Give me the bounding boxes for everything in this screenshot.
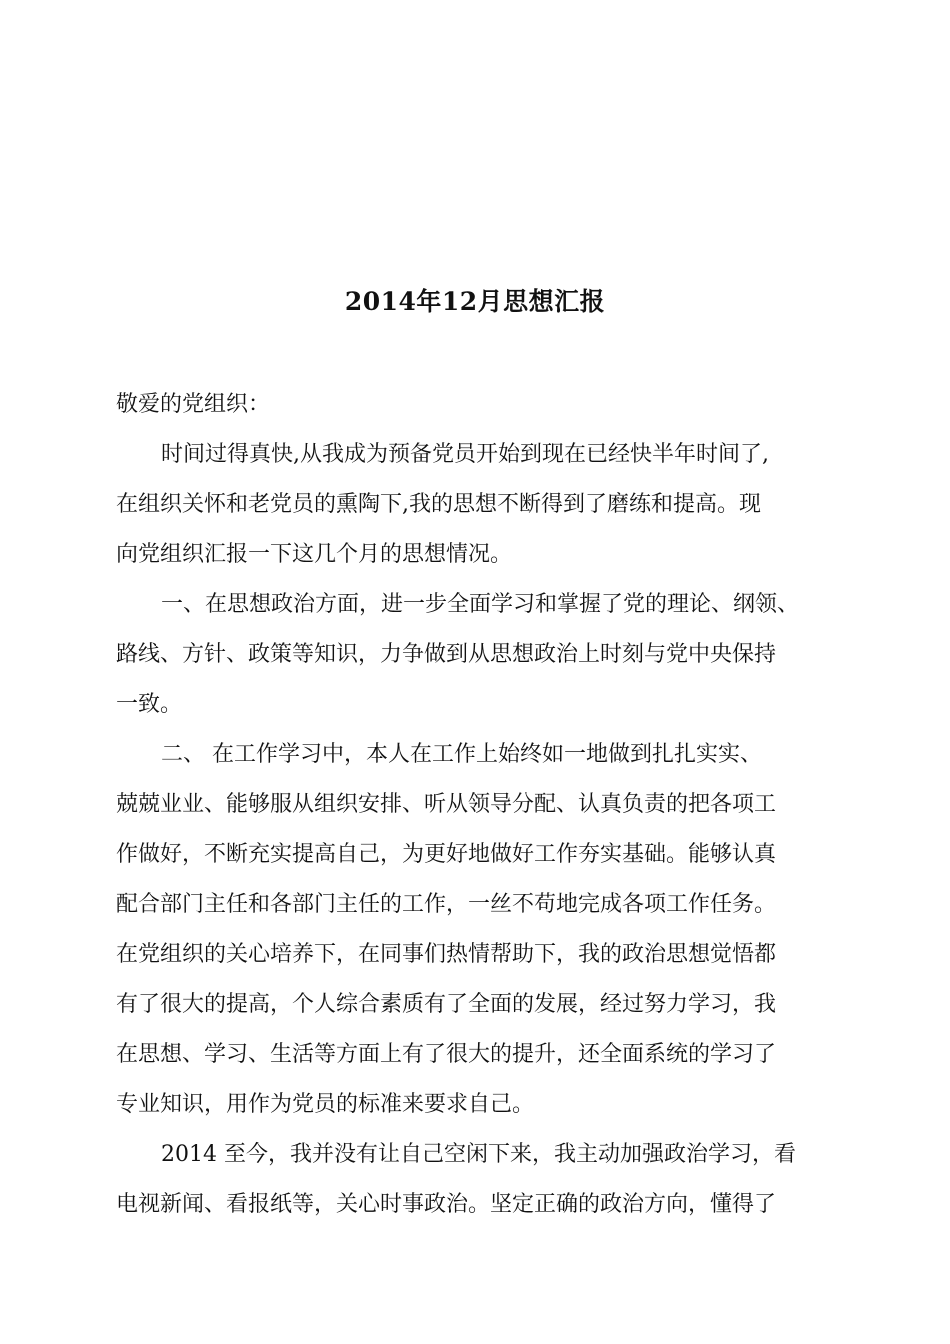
body-line: 在组织关怀和老党员的熏陶下,我的思想不断得到了磨练和提高。现: [116, 492, 761, 517]
body-line: 二、 在工作学习中，本人在工作上始终如一地做到扎扎实实、: [161, 742, 762, 767]
body-line: 路线、方针、政策等知识，力争做到从思想政治上时刻与党中央保持: [116, 642, 777, 667]
body-line: 一、在思想政治方面，进一步全面学习和掌握了党的理论、纲领、: [161, 592, 800, 617]
body-line: 作做好，不断充实提高自己，为更好地做好工作夯实基础。能够认真: [116, 842, 777, 867]
body-line: 向党组织汇报一下这几个月的思想情况。: [116, 542, 513, 567]
body-line: 一致。: [116, 692, 183, 717]
body-line: 在党组织的关心培养下，在同事们热情帮助下，我的政治思想觉悟都: [116, 942, 777, 967]
body-line: 专业知识，用作为党员的标准来要求自己。: [116, 1092, 535, 1117]
body-line: 电视新闻、看报纸等，关心时事政治。坚定正确的政治方向，懂得了: [116, 1192, 777, 1217]
body-line: 有了很大的提高，个人综合素质有了全面的发展，经过努力学习，我: [116, 992, 777, 1017]
salutation: 敬爱的党组织：: [116, 392, 271, 417]
body-lines: [116, 430, 840, 1230]
body-line: 配合部门主任和各部门主任的工作，一丝不苟地完成各项工作任务。: [116, 892, 777, 917]
document-title: 2014年12月思想汇报: [344, 287, 606, 316]
body-line: 兢兢业业、能够服从组织安排、听从领导分配、认真负责的把各项工: [116, 792, 777, 817]
body-line: 在思想、学习、生活等方面上有了很大的提升，还全面系统的学习了: [116, 1042, 777, 1067]
document-body: [116, 380, 840, 1230]
body-line: 2014 至今，我并没有让自己空闲下来，我主动加强政治学习，看: [161, 1142, 796, 1167]
body-line: 时间过得真快,从我成为预备党员开始到现在已经快半年时间了,: [161, 442, 769, 467]
